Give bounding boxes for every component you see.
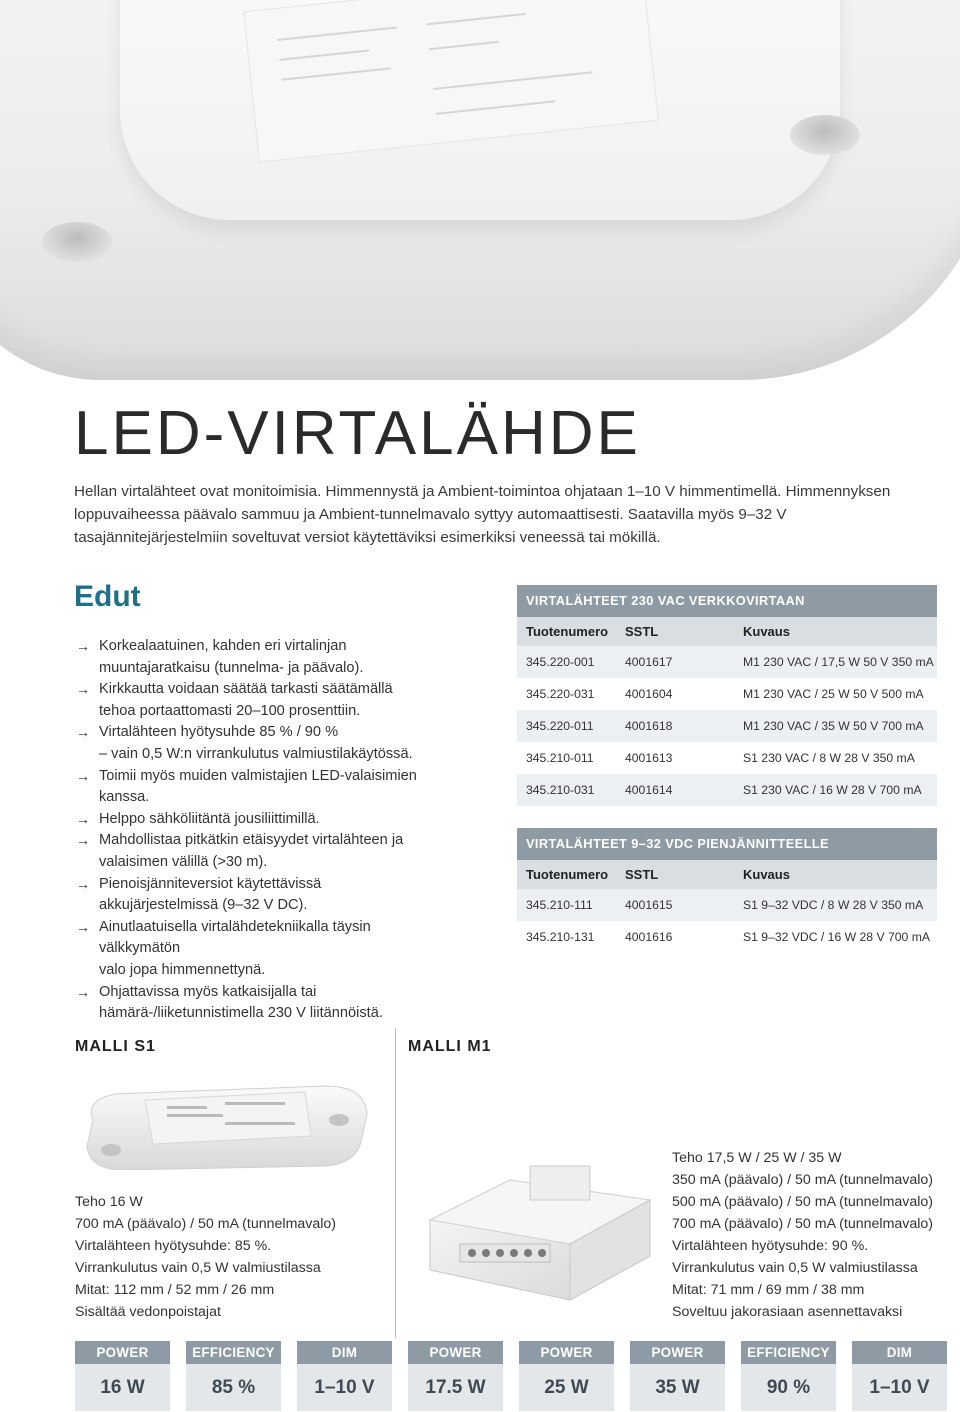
model-m1-title: MALLI M1	[408, 1038, 492, 1055]
arrow-right-icon: →	[76, 918, 90, 935]
benefit-item	[74, 636, 454, 679]
benefit-text: – vain 0,5 W:n virrankulutus valmiustilakäytössä.	[99, 745, 413, 762]
arrow-right-icon: →	[76, 832, 90, 849]
column-header-product-number: Tuotenumero	[526, 624, 609, 639]
spec-badge	[519, 1341, 614, 1411]
spec-badge	[630, 1341, 725, 1411]
benefit-text: hämärä-/liiketunnistimella 230 V liitännöistä.	[99, 1005, 383, 1022]
arrow-right-icon: →	[76, 638, 90, 654]
model-m1-specs	[672, 1147, 933, 1323]
model-s1-title: MALLI S1	[75, 1038, 156, 1055]
spec-line: Sisältää vedonpoistajat	[75, 1304, 221, 1320]
benefit-text: Virtalähteen hyötysuhde 85 % / 90 %	[99, 724, 339, 741]
badge-label: POWER	[408, 1341, 503, 1364]
mounting-hole-left	[42, 222, 112, 262]
spec-badge	[75, 1341, 170, 1411]
badge-value: 17.5 W	[408, 1364, 503, 1411]
spec-line: 350 mA (päävalo) / 50 mA (tunnelmavalo)	[672, 1172, 934, 1188]
table-row	[517, 646, 937, 678]
benefit-text: Toimii myös muiden valmistajien LED-valaisimien kanssa.	[99, 767, 417, 806]
benefit-text: Helppo sähköliitäntä jousiliittimillä.	[99, 810, 320, 827]
cell-product-number: 345.220-011	[526, 719, 594, 733]
model-m1-device-image	[420, 1160, 660, 1308]
table-230vac	[517, 585, 937, 806]
table-column-headers	[517, 617, 937, 646]
table-body	[517, 646, 937, 806]
badge-value: 25 W	[519, 1364, 614, 1411]
badge-label: POWER	[519, 1341, 614, 1364]
cell-product-number: 345.220-031	[526, 687, 595, 701]
cell-description: S1 230 VAC / 16 W 28 V 700 mA	[743, 783, 922, 797]
cell-product-number: 345.220-001	[526, 655, 595, 669]
mounting-hole-right	[790, 115, 860, 155]
cell-product-number: 345.210-011	[526, 751, 594, 765]
table-row	[517, 742, 937, 774]
arrow-right-icon: →	[76, 983, 90, 1000]
spec-badge	[741, 1341, 836, 1411]
spec-line: Soveltuu jakorasiaan asennettavaksi	[672, 1304, 903, 1320]
cell-sstl: 4001618	[625, 719, 673, 733]
benefit-item	[74, 917, 454, 982]
cell-product-number: 345.210-131	[526, 930, 595, 944]
badge-value: 85 %	[186, 1364, 281, 1411]
table-row	[517, 678, 937, 710]
cell-description: S1 9–32 VDC / 16 W 28 V 700 mA	[743, 930, 930, 944]
model-divider	[395, 1028, 396, 1338]
benefit-text: akkujärjestelmissä (9–32 V DC).	[99, 897, 308, 914]
benefit-text: Kirkkautta voidaan säätää tarkasti säätämällä	[99, 681, 393, 698]
benefit-item	[74, 830, 454, 873]
spec-badge	[297, 1341, 392, 1411]
cell-description: S1 9–32 VDC / 8 W 28 V 350 mA	[743, 898, 924, 912]
column-header-description: Kuvaus	[743, 867, 790, 882]
badge-label: DIM	[297, 1341, 392, 1364]
spec-badge	[408, 1341, 503, 1411]
cell-product-number: 345.210-111	[526, 898, 593, 912]
spec-line: 500 mA (päävalo) / 50 mA (tunnelmavalo)	[672, 1194, 934, 1210]
spec-line: Mitat: 71 mm / 69 mm / 38 mm	[672, 1282, 865, 1298]
table-title: VIRTALÄHTEET 9–32 VDC PIENJÄNNITTEELLE	[517, 828, 937, 860]
benefit-text: tehoa portaattomasti 20–100 prosenttiin.	[99, 702, 361, 719]
spec-line: Virtalähteen hyötysuhde: 90 %.	[672, 1238, 869, 1254]
benefit-text: valaisimen välillä (>30 m).	[99, 853, 268, 870]
cell-sstl: 4001615	[625, 898, 673, 912]
benefit-item	[74, 722, 454, 765]
cell-description: M1 230 VAC / 35 W 50 V 700 mA	[743, 719, 924, 733]
badge-label: EFFICIENCY	[186, 1341, 281, 1364]
arrow-right-icon: →	[76, 681, 90, 698]
badge-label: POWER	[75, 1341, 170, 1364]
cell-product-number: 345.210-031	[526, 783, 595, 797]
spec-line: 700 mA (päävalo) / 50 mA (tunnelmavalo)	[672, 1216, 934, 1232]
model-s1-specs	[75, 1191, 336, 1323]
arrow-right-icon: →	[76, 875, 90, 892]
column-header-description: Kuvaus	[743, 624, 790, 639]
column-header-sstl: SSTL	[625, 624, 659, 639]
cell-sstl: 4001616	[625, 930, 673, 944]
benefit-item	[74, 874, 454, 917]
benefit-item	[74, 982, 454, 1025]
cell-sstl: 4001604	[625, 687, 673, 701]
arrow-right-icon: →	[76, 810, 90, 827]
table-dc	[517, 828, 937, 953]
benefits-list	[74, 636, 454, 1025]
cell-sstl: 4001613	[625, 751, 673, 765]
table-column-headers	[517, 860, 937, 889]
benefit-text: Pienoisjänniteversiot käytettävissä	[99, 875, 322, 892]
table-row	[517, 889, 937, 921]
badge-value: 90 %	[741, 1364, 836, 1411]
spec-badge	[852, 1341, 947, 1411]
badge-value: 1–10 V	[297, 1364, 392, 1411]
badge-label: DIM	[852, 1341, 947, 1364]
table-title: VIRTALÄHTEET 230 VAC VERKKOVIRTAAN	[517, 585, 937, 617]
page-title: LED-VIRTALÄHDE	[74, 399, 641, 468]
spec-line: Virrankulutus vain 0,5 W valmiustilassa	[672, 1260, 918, 1276]
table-row	[517, 774, 937, 806]
spec-line: 700 mA (päävalo) / 50 mA (tunnelmavalo)	[75, 1216, 337, 1232]
arrow-right-icon: →	[76, 767, 90, 784]
benefit-text: Ohjattavissa myös katkaisijalla tai	[99, 983, 317, 1000]
badge-value: 16 W	[75, 1364, 170, 1411]
badge-value: 1–10 V	[852, 1364, 947, 1411]
benefit-item	[74, 809, 454, 831]
benefit-text: valo jopa himmennettynä.	[99, 961, 266, 978]
cell-sstl: 4001617	[625, 655, 673, 669]
benefit-item	[74, 766, 454, 809]
model-s1-device-image	[75, 1080, 375, 1170]
arrow-right-icon: →	[76, 724, 90, 741]
table-body	[517, 889, 937, 953]
badge-label: EFFICIENCY	[741, 1341, 836, 1364]
spec-line: Teho 17,5 W / 25 W / 35 W	[672, 1150, 842, 1166]
spec-line: Mitat: 112 mm / 52 mm / 26 mm	[75, 1282, 275, 1298]
cell-description: M1 230 VAC / 17,5 W 50 V 350 mA	[743, 655, 934, 669]
benefits-title: Edut	[74, 580, 141, 613]
hero-product-photo	[0, 0, 960, 400]
column-header-product-number: Tuotenumero	[526, 867, 609, 882]
spec-line: Teho 16 W	[75, 1194, 143, 1210]
spec-line: Virtalähteen hyötysuhde: 85 %.	[75, 1238, 272, 1254]
spec-line: Virrankulutus vain 0,5 W valmiustilassa	[75, 1260, 321, 1276]
benefit-text: Korkealaatuinen, kahden eri virtalinjan	[99, 638, 347, 654]
benefit-text: Ainutlaatuisella virtalähdetekniikalla täysin välkkymätön	[99, 918, 371, 957]
cell-sstl: 4001614	[625, 783, 673, 797]
column-header-sstl: SSTL	[625, 867, 659, 882]
intro-paragraph: Hellan virtalähteet ovat monitoimisia. Himmennystä ja Ambient-toimintoa ohjataan 1–10 V himmentimellä. Himmennyksen loppuvaiheessa päävalo sammuu ja Ambient-tunnelmavalo syttyy automaattisesti. Saatavilla myös 9–32 V tasajännitejärjestelmiin soveltuvat versiot käytettäviksi esimerkiksi veneessä tai mökillä.	[74, 483, 891, 546]
badge-label: POWER	[630, 1341, 725, 1364]
badge-value: 35 W	[630, 1364, 725, 1411]
cell-description: S1 230 VAC / 8 W 28 V 350 mA	[743, 751, 915, 765]
table-row	[517, 710, 937, 742]
spec-badge	[186, 1341, 281, 1411]
benefit-item	[74, 679, 454, 722]
cell-description: M1 230 VAC / 25 W 50 V 500 mA	[743, 687, 924, 701]
table-row	[517, 921, 937, 953]
benefit-text: Mahdollistaa pitkätkin etäisyydet virtalähteen ja	[99, 832, 404, 849]
benefit-text: muuntajaratkaisu (tunnelma- ja päävalo).	[99, 659, 364, 676]
